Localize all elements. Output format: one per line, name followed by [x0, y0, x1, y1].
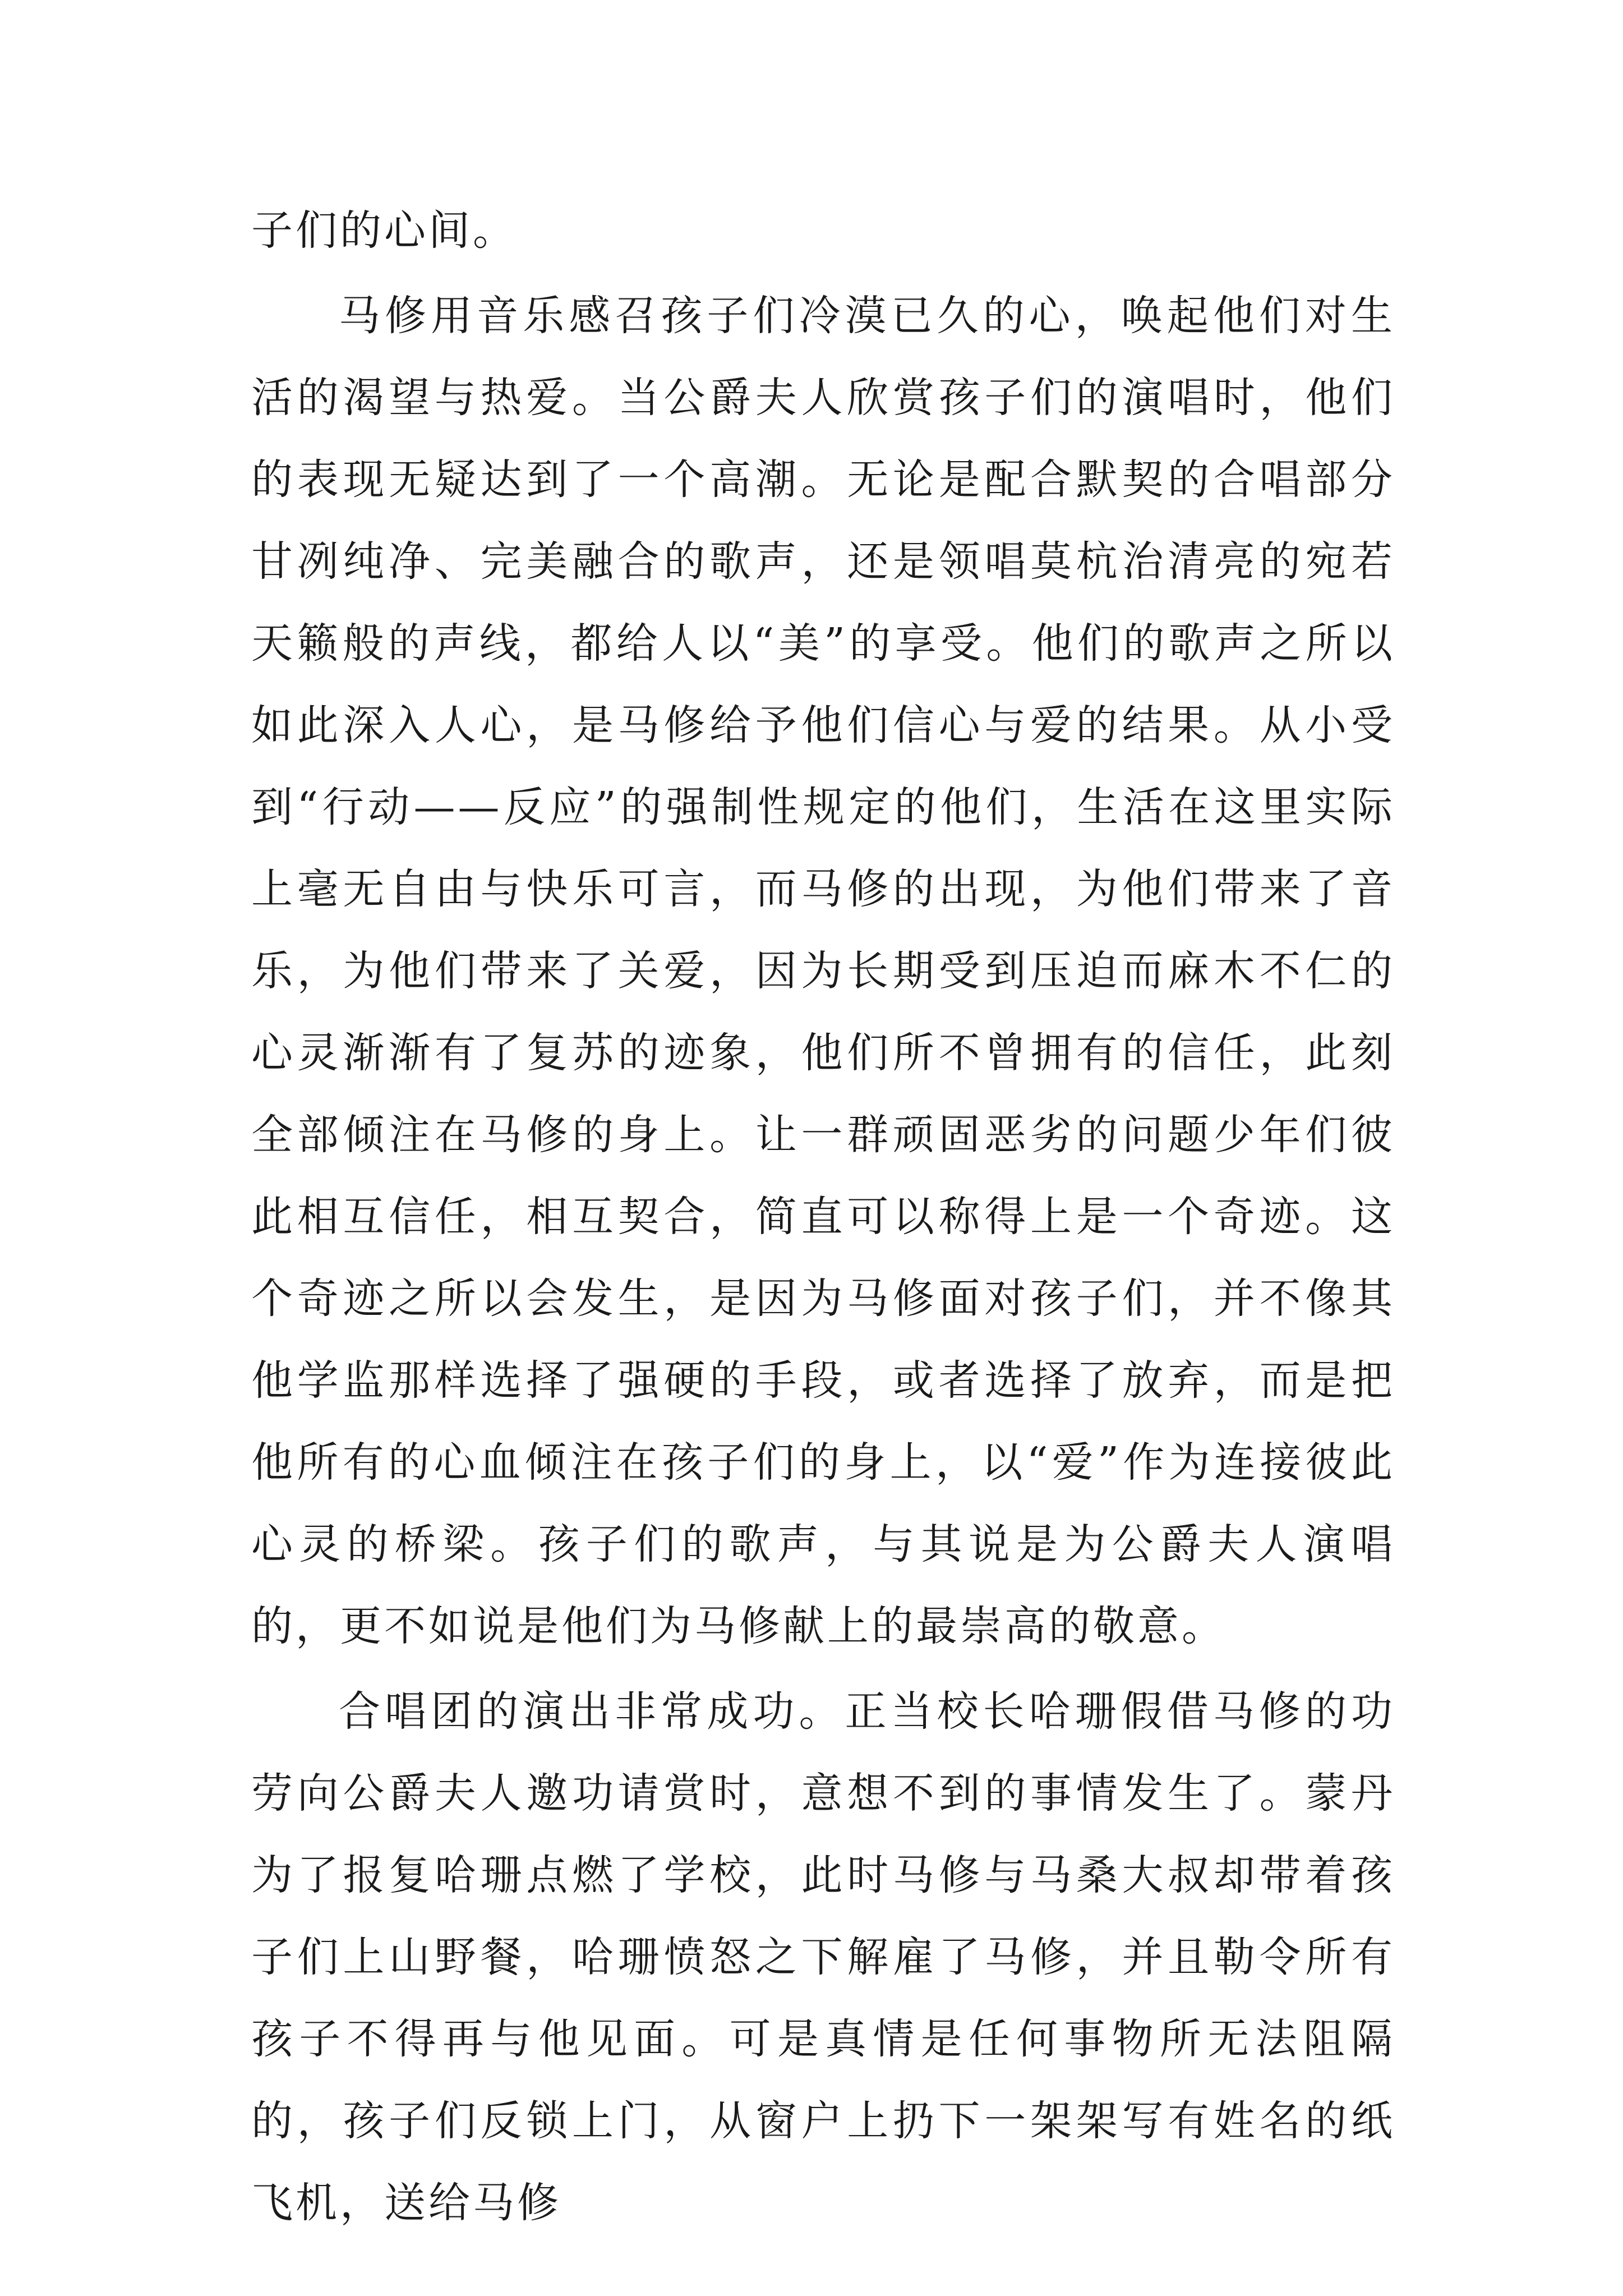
paragraph-choir-performance: 合唱团的演出非常成功。正当校长哈珊假借马修的功劳向公爵夫人邀功请赏时，意想不到的事情发生了。蒙丹为了报复哈珊点燃了学校，此时马修与马桑大叔却带着孩子们上山野餐，哈珊愤怒之下解雇了马修，并且勒令所有孩子不得再与他见面。可是真情是任何事物所无法阻隔的，孩子们反锁上门，从窗户上扔下一架架写有姓名的纸飞机，送给马修: [251, 1687, 1395, 2227]
paragraph-music-inspiration: 马修用音乐感召孩子们冷漠已久的心，唤起他们对生活的渴望与热爱。当公爵夫人欣赏孩子们的演唱时，他们的表现无疑达到了一个高潮。无论是配合默契的合唱部分甘冽纯净、完美融合的歌声，还是领唱莫杭治清亮的宛若天籁般的声线，都给人以“美”的享受。他们的歌声之所以如此深入人心，是马修给予他们信心与爱的结果。从小受到“行动——反应”的强制性规定的他们，生活在这里实际上毫无自由与快乐可言，而马修的出现，为他们带来了音乐，为他们带来了关爱，因为长期受到压迫而麻木不仁的心灵渐渐有了复苏的迹象，他们所不曾拥有的信任，此刻全部倾注在马修的身上。让一群顽固恶劣的问题少年们彼此相互信任，相互契合，简直可以称得上是一个奇迹。这个奇迹之所以会发生，是因为马修面对孩子们，并不像其他学监那样选择了强硬的手段，或者选择了放弃，而是把他所有的心血倾注在孩子们的身上，以“爱”作为连接彼此心灵的桥梁。孩子们的歌声，与其说是为公爵夫人演唱的，更不如说是他们为马修献上的最崇高的敬意。: [251, 292, 1395, 1650]
body-text: [251, 190, 1395, 2244]
paragraph-continuation: 子们的心间。: [251, 206, 517, 255]
